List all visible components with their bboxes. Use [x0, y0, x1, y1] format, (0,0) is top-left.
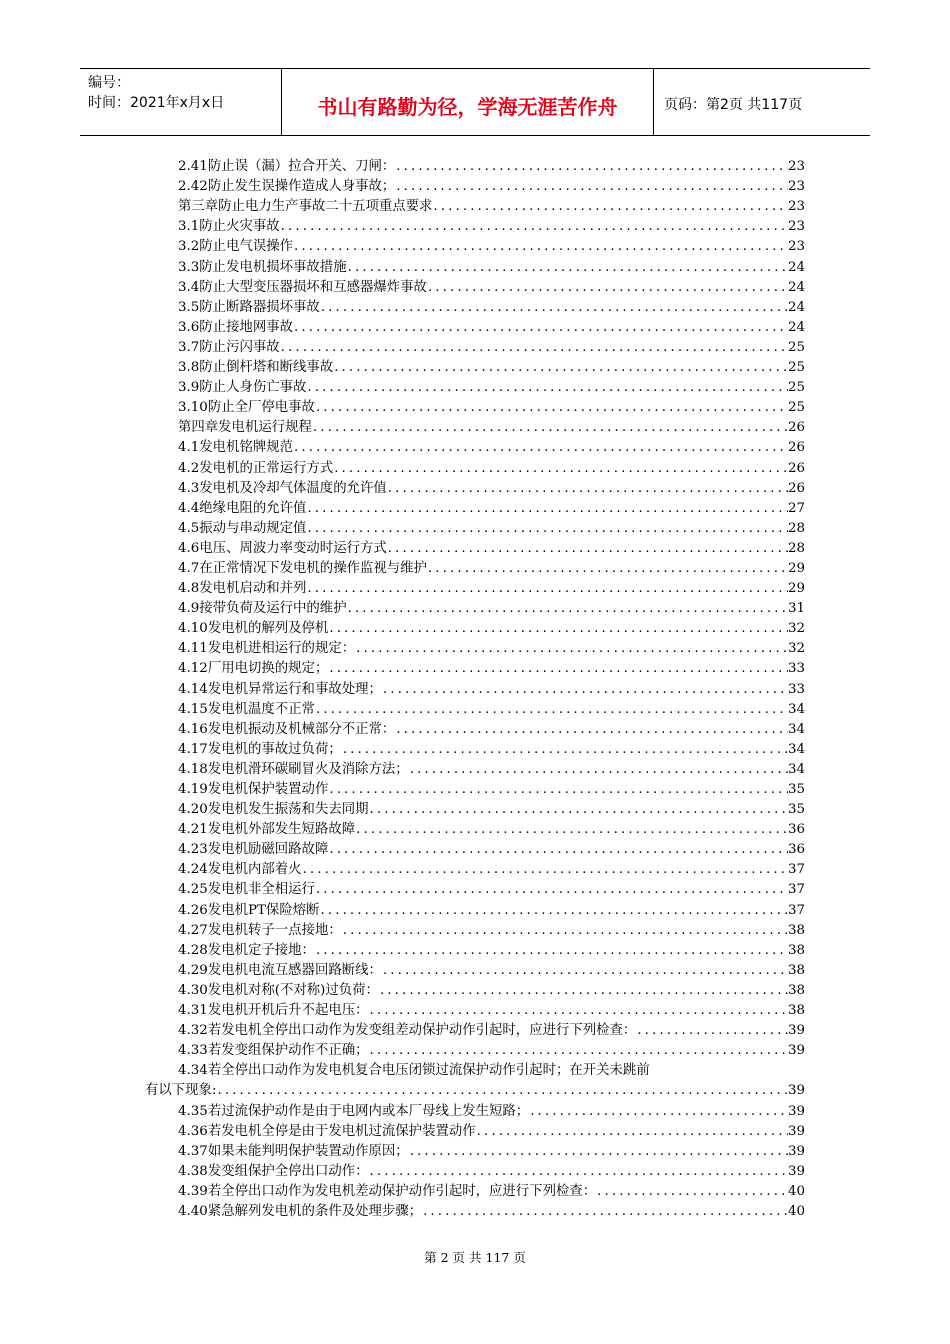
- toc-entry[interactable]: [145, 900, 805, 920]
- toc-entry-title: 4.16发电机振动及机械部分不正常：: [178, 721, 396, 737]
- toc-leader-dots: [476, 1122, 788, 1142]
- toc-leader-dots: [387, 479, 788, 499]
- toc-entry-page: 24: [787, 259, 805, 275]
- toc-leader-dots: [409, 1142, 788, 1162]
- toc-entry[interactable]: [145, 700, 805, 720]
- toc-entry-title: 4.40紧急解列发电机的条件及处理步骤；: [178, 1203, 423, 1219]
- toc-entry-page: 40: [787, 1203, 805, 1219]
- toc-leader-dots: [369, 1001, 788, 1021]
- toc-entry[interactable]: [145, 740, 805, 760]
- toc-entry[interactable]: [145, 639, 805, 659]
- toc-leader-dots: [342, 921, 788, 941]
- toc-leader-dots: [216, 1081, 787, 1101]
- toc-leader-dots: [369, 800, 788, 820]
- toc-leader-dots: [293, 438, 788, 458]
- toc-entry-title: 4.7在正常情况下发电机的操作监视与维护: [178, 560, 427, 576]
- toc-entry-title: 4.2发电机的正常运行方式: [178, 460, 334, 476]
- toc-entry-title: 4.9接带负荷及运行中的维护: [178, 601, 347, 617]
- toc-entry-title: 4.23发电机励磁回路故障: [178, 842, 329, 858]
- toc-entry-title: 4.30发电机对称(不对称)过负荷：: [178, 982, 379, 998]
- toc-entry-title: 有以下现象:: [145, 1083, 217, 1099]
- toc-entry-title: 4.15发电机温度不正常: [178, 701, 315, 717]
- toc-entry-title: 4.12厂用电切换的规定；: [178, 661, 329, 677]
- toc-leader-dots: [409, 760, 788, 780]
- toc-entry[interactable]: [145, 679, 805, 699]
- toc-entry-title: 3.5防止断路器损坏事故: [178, 299, 320, 315]
- toc-entry[interactable]: [145, 318, 805, 338]
- toc-entry-title: 2.42防止发生误操作造成人身事故；: [178, 179, 396, 195]
- toc-entry-page: 35: [787, 782, 805, 797]
- toc-entry-page: 35: [787, 802, 805, 818]
- toc-entry-title: 4.14发电机异常运行和事故处理；: [178, 681, 382, 697]
- toc-leader-dots: [596, 1182, 788, 1202]
- toc-leader-dots: [347, 258, 788, 278]
- toc-entry-title: 3.6防止接地网事故: [178, 319, 294, 335]
- toc-entry-page: 29: [787, 581, 805, 597]
- toc-entry-page: 38: [787, 1003, 805, 1019]
- toc-entry[interactable]: [145, 398, 805, 418]
- toc-entry-page: 37: [787, 862, 805, 878]
- toc-entry[interactable]: [145, 1202, 805, 1222]
- toc-entry-title: 4.11发电机进相运行的规定：: [178, 641, 356, 657]
- toc-leader-dots: [382, 961, 788, 981]
- toc-entry-page: 37: [787, 902, 805, 918]
- toc-entry-page: 25: [787, 380, 805, 396]
- toc-leader-dots: [395, 157, 788, 177]
- toc-leader-dots: [427, 559, 788, 579]
- toc-entry-page: 38: [787, 982, 805, 998]
- toc-entry-title: 3.4防止大型变压器损坏和互感器爆炸事故: [178, 279, 427, 295]
- toc-entry-page: 26: [787, 420, 805, 436]
- toc-entry-title: 3.10防止全厂停电事故: [178, 400, 315, 416]
- page-header: [80, 68, 870, 136]
- toc-entry-page: 31: [787, 601, 805, 617]
- toc-entry-title: 4.8发电机启动和并列: [178, 581, 307, 597]
- toc-entry[interactable]: [145, 1182, 805, 1202]
- toc-entry[interactable]: [145, 720, 805, 740]
- toc-entry-page: 33: [787, 681, 805, 697]
- toc-entry[interactable]: [145, 1101, 805, 1121]
- toc-entry-page: 24: [787, 279, 805, 295]
- toc-entry[interactable]: [145, 1021, 805, 1041]
- toc-leader-dots: [306, 579, 788, 599]
- toc-leader-dots: [320, 298, 788, 318]
- toc-entry-page: 27: [787, 500, 805, 516]
- toc-leader-dots: [312, 418, 788, 438]
- toc-leader-dots: [302, 860, 788, 880]
- toc-entry-page: 26: [787, 460, 805, 476]
- toc-leader-dots: [347, 599, 788, 619]
- toc-leader-dots: [387, 539, 788, 559]
- toc-entry-title: 4.1发电机铭牌规范: [178, 440, 294, 456]
- toc-entry[interactable]: [145, 458, 805, 478]
- toc-entry-page: 34: [787, 741, 805, 757]
- toc-leader-dots: [379, 981, 788, 1001]
- toc-entry-title: 4.28发电机定子接地：: [178, 942, 315, 958]
- toc-entry-page: 23: [787, 219, 805, 235]
- toc-leader-dots: [293, 318, 788, 338]
- toc-entry-title: 4.39若全停出口动作为发电机差动保护动作引起时，应进行下列检查：: [178, 1183, 597, 1199]
- toc-entry[interactable]: [145, 338, 805, 358]
- toc-entry[interactable]: [145, 237, 805, 257]
- toc-entry-title: 第四章发电机运行规程: [178, 420, 312, 436]
- toc-entry[interactable]: [145, 559, 805, 579]
- toc-leader-dots: [293, 237, 788, 257]
- toc-entry[interactable]: [145, 358, 805, 378]
- toc-leader-dots: [306, 519, 788, 539]
- toc-leader-dots: [280, 217, 788, 237]
- toc-leader-dots: [315, 700, 788, 720]
- toc-entry[interactable]: [145, 579, 805, 599]
- toc-leader-dots: [432, 197, 788, 217]
- toc-entry-page: 34: [787, 701, 805, 717]
- toc-entry-page: 28: [787, 520, 805, 536]
- toc-entry-page: 38: [787, 942, 805, 958]
- toc-entry-title: 4.35若过流保护动作是由于电网内或本厂母线上发生短路；: [178, 1103, 530, 1119]
- toc-entry[interactable]: [145, 438, 805, 458]
- toc-entry[interactable]: [145, 499, 805, 519]
- header-page: 页码：第2页 共117页: [664, 97, 803, 113]
- toc-entry-title: 4.10发电机的解列及停机: [178, 621, 329, 637]
- toc-entry-page: 26: [787, 440, 805, 456]
- toc-entry-page: 34: [787, 761, 805, 777]
- toc-entry-title: 4.32若发电机全停出口动作为发变组差动保护动作引起时，应进行下列检查：: [178, 1023, 637, 1039]
- toc-entry-page: 36: [787, 842, 805, 858]
- toc-leader-dots: [355, 820, 788, 840]
- toc-leader-dots: [306, 499, 788, 519]
- page-footer: 第 2 页 共 117 页: [424, 1250, 526, 1265]
- toc-entry-page: 23: [787, 199, 805, 215]
- toc-entry[interactable]: [145, 800, 805, 820]
- toc-leader-dots: [315, 941, 788, 961]
- toc-entry-page: 39: [787, 1143, 805, 1159]
- toc-entry-page: 23: [787, 179, 805, 195]
- toc-entry-page: 32: [787, 621, 805, 637]
- toc-entry-title: 4.18发电机滑环碳刷冒火及消除方法；: [178, 761, 409, 777]
- toc-entry-title: 3.7防止污闪事故: [178, 339, 280, 355]
- toc-leader-dots: [422, 1202, 788, 1222]
- toc-leader-dots: [320, 901, 788, 921]
- toc-entry-title: 4.19发电机保护装置动作: [178, 782, 329, 797]
- header-motto: 书山有路勤为径，学海无涯苦作舟: [282, 69, 654, 135]
- toc-entry[interactable]: [145, 157, 805, 177]
- toc-entry-title: 4.24发电机内部着火: [178, 862, 302, 878]
- toc-leader-dots: [395, 720, 788, 740]
- toc-entry-page: 39: [787, 1043, 805, 1059]
- header-meta: [80, 69, 282, 135]
- toc-entry-title: 4.25发电机非全相运行: [178, 882, 315, 898]
- toc-entry-title: 4.27发电机转子一点接地：: [178, 922, 342, 938]
- toc-entry-page: 36: [787, 822, 805, 838]
- toc-leader-dots: [427, 278, 788, 298]
- toc-entry[interactable]: [145, 619, 805, 639]
- toc-leader-dots: [328, 780, 788, 800]
- toc-entry-page: 28: [787, 540, 805, 556]
- toc-entry-page: 24: [787, 319, 805, 335]
- toc-entry-title: 4.5振动与串动规定值: [178, 520, 307, 536]
- toc-entry[interactable]: [145, 418, 805, 438]
- toc-entry[interactable]: [145, 941, 805, 961]
- toc-entry-title: 4.26发电机PT保险熔断: [178, 902, 320, 918]
- toc-entry[interactable]: [145, 820, 805, 840]
- toc-entry-page: 39: [787, 1083, 805, 1099]
- toc-entry-title: 3.2防止电气误操作: [178, 239, 294, 255]
- toc-entry-page: 23: [787, 159, 805, 175]
- toc-entry[interactable]: [145, 921, 805, 941]
- toc-entry[interactable]: [145, 840, 805, 860]
- toc-entry[interactable]: [145, 197, 805, 217]
- toc-leader-dots: [315, 398, 788, 418]
- toc-leader-dots: [369, 1162, 788, 1182]
- toc-entry-page: 23: [787, 239, 805, 255]
- toc-entry[interactable]: [145, 1001, 805, 1021]
- toc-leader-dots: [369, 1041, 788, 1061]
- toc-entry[interactable]: [145, 378, 805, 398]
- toc-entry-page: 25: [787, 400, 805, 416]
- toc-entry[interactable]: [145, 278, 805, 298]
- toc-entry[interactable]: [145, 1142, 805, 1162]
- toc-leader-dots: [395, 177, 788, 197]
- table-of-contents: [145, 157, 805, 1222]
- toc-entry[interactable]: [145, 659, 805, 679]
- toc-leader-dots: [355, 639, 788, 659]
- toc-entry[interactable]: [145, 1122, 805, 1142]
- toc-entry-page: 39: [787, 1123, 805, 1139]
- toc-entry[interactable]: [145, 860, 805, 880]
- toc-entry[interactable]: [145, 599, 805, 619]
- toc-entry-page: 34: [787, 721, 805, 737]
- toc-entry-title: 4.17发电机的事故过负荷；: [178, 741, 342, 757]
- toc-entry-title: 3.8防止倒杆塔和断线事故: [178, 360, 334, 376]
- header-code: 编号：: [88, 75, 130, 91]
- toc-entry-title: 4.3发电机及冷却气体温度的允许值: [178, 480, 387, 496]
- toc-entry[interactable]: [145, 961, 805, 981]
- toc-entry-page: 38: [787, 922, 805, 938]
- toc-entry[interactable]: [145, 1041, 805, 1061]
- toc-leader-dots: [328, 619, 788, 639]
- toc-entry[interactable]: [145, 780, 805, 800]
- toc-entry-title: 4.38发变组保护全停出口动作：: [178, 1163, 369, 1179]
- toc-leader-dots: [328, 840, 788, 860]
- toc-entry-page: 25: [787, 339, 805, 355]
- toc-entry[interactable]: [145, 217, 805, 237]
- toc-entry[interactable]: [145, 880, 805, 900]
- toc-entry-page: 33: [787, 661, 805, 677]
- toc-leader-dots: [382, 680, 788, 700]
- toc-entry-page: 32: [787, 641, 805, 657]
- toc-entry[interactable]: [145, 519, 805, 539]
- toc-entry-title: 4.6电压、周波力率变动时运行方式: [178, 540, 387, 556]
- toc-leader-dots: [328, 659, 788, 679]
- toc-entry-title: 4.31发电机开机后升不起电压：: [178, 1003, 369, 1019]
- toc-entry-title: 4.29发电机电流互感器回路断线：: [178, 962, 382, 978]
- toc-leader-dots: [333, 358, 788, 378]
- toc-entry-title: 4.37如果未能判明保护装置动作原因；: [178, 1143, 409, 1159]
- toc-leader-dots: [280, 338, 788, 358]
- toc-entry-page: 26: [787, 480, 805, 496]
- toc-entry-wrapped-line2[interactable]: [145, 1081, 805, 1101]
- toc-entry[interactable]: [145, 539, 805, 559]
- toc-entry[interactable]: [145, 760, 805, 780]
- toc-entry[interactable]: [145, 479, 805, 499]
- toc-entry[interactable]: [145, 298, 805, 318]
- toc-entry-page: 39: [787, 1103, 805, 1119]
- toc-leader-dots: [315, 880, 788, 900]
- toc-leader-dots: [342, 740, 788, 760]
- toc-entry-title: 4.4绝缘电阻的允许值: [178, 500, 307, 516]
- toc-entry-page: 37: [787, 882, 805, 898]
- toc-entry-page: 25: [787, 360, 805, 376]
- toc-entry-title: 3.3防止发电机损坏事故措施: [178, 259, 347, 275]
- toc-entry[interactable]: [145, 1162, 805, 1182]
- toc-entry-page: 38: [787, 962, 805, 978]
- toc-leader-dots: [306, 378, 788, 398]
- toc-entry-page: 39: [787, 1163, 805, 1179]
- toc-leader-dots: [529, 1102, 788, 1122]
- toc-entry[interactable]: [145, 981, 805, 1001]
- toc-entry[interactable]: [145, 177, 805, 197]
- header-time: 时间：2021年x月x日: [88, 95, 225, 111]
- toc-entry-title: 第三章防止电力生产事故二十五项重点要求: [178, 199, 433, 215]
- toc-entry[interactable]: [145, 257, 805, 277]
- toc-leader-dots: [636, 1021, 788, 1041]
- toc-entry-page: 29: [787, 560, 805, 576]
- toc-entry-title: 2.41防止误（漏）拉合开关、刀闸：: [178, 159, 396, 175]
- toc-entry-wrapped-line1[interactable]: 4.34若全停出口动作为发电机复合电压闭锁过流保护动作引起时；在开关未跳前: [178, 1063, 650, 1079]
- toc-entry-title: 4.33若发变组保护动作不正确；: [178, 1043, 369, 1059]
- toc-entry-page: 40: [787, 1183, 805, 1199]
- toc-leader-dots: [333, 459, 788, 479]
- toc-entry-title: 4.36若发电机全停是由于发电机过流保护装置动作: [178, 1123, 476, 1139]
- toc-entry-page: 24: [787, 299, 805, 315]
- toc-entry-page: 39: [787, 1023, 805, 1039]
- toc-entry-title: 3.9防止人身伤亡事故: [178, 380, 307, 396]
- toc-entry-title: 4.21发电机外部发生短路故障: [178, 822, 356, 838]
- toc-entry-title: 3.1防止火灾事故: [178, 219, 280, 235]
- toc-entry-title: 4.20发电机发生振荡和失去同期: [178, 802, 369, 818]
